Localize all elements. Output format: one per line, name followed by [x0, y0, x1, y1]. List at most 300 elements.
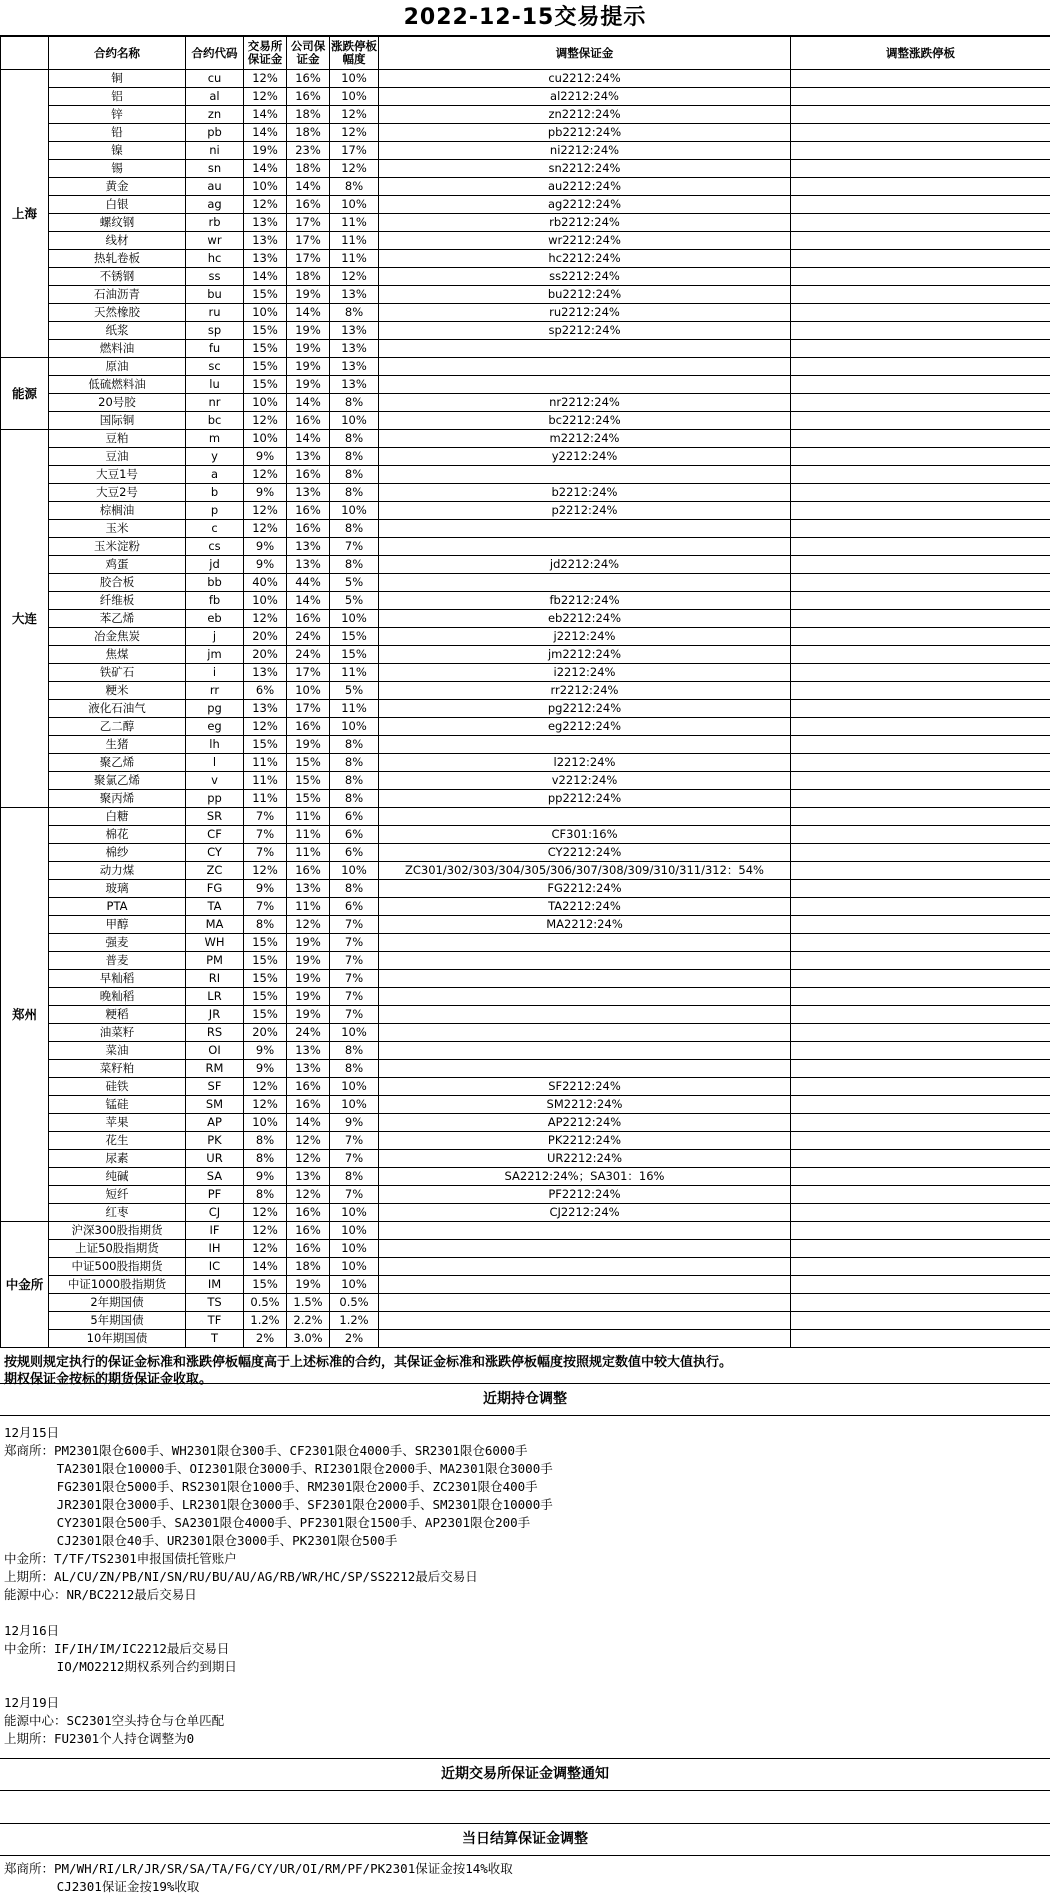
exchange-margin-cell: 1.2%: [244, 1312, 287, 1330]
adjusted-margin-cell: ag2212:24%: [379, 196, 791, 214]
contract-name-cell: 菜籽粕: [49, 1060, 186, 1078]
contract-name-cell: 玉米淀粉: [49, 538, 186, 556]
contract-name-cell: 苯乙烯: [49, 610, 186, 628]
settlement-line: 郑商所：PM/WH/RI/LR/JR/SR/SA/TA/FG/CY/UR/OI/RM/PF/PK2301保证金按14%收取: [4, 1860, 1046, 1878]
contract-name-cell: 大豆2号: [49, 484, 186, 502]
company-margin-cell: 23%: [287, 142, 330, 160]
table-row: [1, 754, 1050, 772]
exchange-margin-cell: 15%: [244, 952, 287, 970]
company-margin-cell: 19%: [287, 322, 330, 340]
adjusted-limit-cell: [791, 718, 1050, 736]
contract-name-cell: 聚丙烯: [49, 790, 186, 808]
adjusted-margin-cell: MA2212:24%: [379, 916, 791, 934]
contract-code-cell: bb: [186, 574, 244, 592]
adjusted-limit-cell: [791, 1006, 1050, 1024]
company-margin-cell: 13%: [287, 448, 330, 466]
exchange-margin-cell: 20%: [244, 628, 287, 646]
contract-code-cell: c: [186, 520, 244, 538]
price-limit-cell: 15%: [330, 646, 379, 664]
price-limit-cell: 11%: [330, 700, 379, 718]
rule-note-line: 按规则规定执行的保证金标准和涨跌停板幅度高于上述标准的合约，其保证金标准和涨跌停板幅度按照规定数值中较大值执行。: [4, 1354, 1046, 1371]
company-margin-cell: 16%: [287, 88, 330, 106]
table-row: [1, 700, 1050, 718]
table-row: [1, 1078, 1050, 1096]
adjusted-limit-cell: [791, 754, 1050, 772]
company-margin-cell: 18%: [287, 124, 330, 142]
table-row: [1, 880, 1050, 898]
exchange-margin-cell: 13%: [244, 250, 287, 268]
company-margin-cell: 19%: [287, 358, 330, 376]
adjusted-limit-cell: [791, 106, 1050, 124]
adjusted-margin-cell: ni2212:24%: [379, 142, 791, 160]
adjusted-limit-cell: [791, 88, 1050, 106]
adjusted-limit-cell: [791, 1276, 1050, 1294]
contract-name-cell: 锡: [49, 160, 186, 178]
position-line: 郑商所：PM2301限仓600手、WH2301限仓300手、CF2301限仓4000手、SR2301限仓6000手: [4, 1442, 1046, 1460]
table-row: [1, 844, 1050, 862]
adjusted-limit-cell: [791, 232, 1050, 250]
exchange-margin-cell: 13%: [244, 214, 287, 232]
exchange-margin-cell: 9%: [244, 448, 287, 466]
price-limit-cell: 10%: [330, 610, 379, 628]
adjusted-margin-cell: sn2212:24%: [379, 160, 791, 178]
adjusted-limit-cell: [791, 1168, 1050, 1186]
exchange-margin-cell: 20%: [244, 1024, 287, 1042]
exchange-margin-cell: 12%: [244, 70, 287, 88]
company-margin-cell: 13%: [287, 1168, 330, 1186]
adjusted-limit-cell: [791, 1132, 1050, 1150]
contract-name-cell: 原油: [49, 358, 186, 376]
contract-code-cell: cu: [186, 70, 244, 88]
price-limit-cell: 8%: [330, 1060, 379, 1078]
price-limit-cell: 12%: [330, 106, 379, 124]
adjusted-margin-cell: pp2212:24%: [379, 790, 791, 808]
adjusted-limit-cell: [791, 952, 1050, 970]
exchange-margin-cell: 10%: [244, 304, 287, 322]
adjusted-margin-cell: [379, 1222, 791, 1240]
contract-code-cell: eg: [186, 718, 244, 736]
position-line: 能源中心：NR/BC2212最后交易日: [4, 1586, 1046, 1604]
adjusted-limit-cell: [791, 664, 1050, 682]
header-adjusted-margin: 调整保证金: [379, 37, 791, 70]
contract-code-cell: v: [186, 772, 244, 790]
adjusted-margin-cell: [379, 1276, 791, 1294]
table-row: [1, 430, 1050, 448]
table-row: [1, 412, 1050, 430]
exchange-margin-cell: 19%: [244, 142, 287, 160]
adjusted-limit-cell: [791, 808, 1050, 826]
header-exchange-margin: 交易所保证金: [244, 37, 287, 70]
position-line: 能源中心：SC2301空头持仓与仓单匹配: [4, 1712, 1046, 1730]
exchange-margin-cell: 14%: [244, 106, 287, 124]
contract-code-cell: FG: [186, 880, 244, 898]
settlement-list: [0, 1856, 1050, 1900]
exchange-margin-cell: 10%: [244, 178, 287, 196]
adjusted-limit-cell: [791, 970, 1050, 988]
adjusted-limit-cell: [791, 880, 1050, 898]
table-row: [1, 466, 1050, 484]
contract-code-cell: m: [186, 430, 244, 448]
exchange-margin-cell: 15%: [244, 934, 287, 952]
adjusted-margin-cell: [379, 988, 791, 1006]
price-limit-cell: 7%: [330, 952, 379, 970]
contract-name-cell: 粳米: [49, 682, 186, 700]
adjusted-margin-cell: [379, 808, 791, 826]
exchange-margin-cell: 12%: [244, 466, 287, 484]
price-limit-cell: 8%: [330, 754, 379, 772]
contract-name-cell: 20号胶: [49, 394, 186, 412]
exchange-margin-cell: 9%: [244, 556, 287, 574]
contract-code-cell: al: [186, 88, 244, 106]
contract-name-cell: 铅: [49, 124, 186, 142]
company-margin-cell: 12%: [287, 916, 330, 934]
exchange-margin-cell: 12%: [244, 520, 287, 538]
price-limit-cell: 5%: [330, 682, 379, 700]
contract-code-cell: pp: [186, 790, 244, 808]
contract-code-cell: TS: [186, 1294, 244, 1312]
table-row: [1, 358, 1050, 376]
exchange-margin-cell: 10%: [244, 394, 287, 412]
exchange-margin-cell: 9%: [244, 484, 287, 502]
price-limit-cell: 11%: [330, 214, 379, 232]
price-limit-cell: 10%: [330, 1204, 379, 1222]
exchange-margin-cell: 9%: [244, 1168, 287, 1186]
position-line: 中金所：IF/IH/IM/IC2212最后交易日: [4, 1640, 1046, 1658]
contract-name-cell: 花生: [49, 1132, 186, 1150]
adjusted-margin-cell: bu2212:24%: [379, 286, 791, 304]
exchange-margin-cell: 40%: [244, 574, 287, 592]
adjusted-margin-cell: [379, 970, 791, 988]
adjusted-limit-cell: [791, 1186, 1050, 1204]
contract-name-cell: 豆粕: [49, 430, 186, 448]
contract-code-cell: WH: [186, 934, 244, 952]
company-margin-cell: 16%: [287, 502, 330, 520]
exchange-margin-cell: 12%: [244, 1078, 287, 1096]
contract-code-cell: bc: [186, 412, 244, 430]
contract-code-cell: au: [186, 178, 244, 196]
company-margin-cell: 11%: [287, 844, 330, 862]
adjusted-limit-cell: [791, 916, 1050, 934]
adjusted-margin-cell: hc2212:24%: [379, 250, 791, 268]
contract-code-cell: zn: [186, 106, 244, 124]
company-margin-cell: 19%: [287, 988, 330, 1006]
table-row: [1, 214, 1050, 232]
adjusted-margin-cell: [379, 1258, 791, 1276]
contract-name-cell: 菜油: [49, 1042, 186, 1060]
price-limit-cell: 11%: [330, 664, 379, 682]
contract-name-cell: 聚乙烯: [49, 754, 186, 772]
contract-name-cell: 国际铜: [49, 412, 186, 430]
adjusted-limit-cell: [791, 1204, 1050, 1222]
adjusted-margin-cell: b2212:24%: [379, 484, 791, 502]
contract-code-cell: PK: [186, 1132, 244, 1150]
table-row: [1, 1186, 1050, 1204]
exchange-margin-cell: 14%: [244, 268, 287, 286]
adjusted-margin-cell: wr2212:24%: [379, 232, 791, 250]
price-limit-cell: 7%: [330, 970, 379, 988]
contract-name-cell: 大豆1号: [49, 466, 186, 484]
contract-name-cell: 10年期国债: [49, 1330, 186, 1348]
price-limit-cell: 1.2%: [330, 1312, 379, 1330]
header-contract-name: 合约名称: [49, 37, 186, 70]
contract-name-cell: 液化石油气: [49, 700, 186, 718]
adjusted-margin-cell: [379, 538, 791, 556]
contract-code-cell: ag: [186, 196, 244, 214]
contract-code-cell: TF: [186, 1312, 244, 1330]
exchange-margin-cell: 7%: [244, 898, 287, 916]
table-row: [1, 682, 1050, 700]
contract-code-cell: IC: [186, 1258, 244, 1276]
company-margin-cell: 16%: [287, 520, 330, 538]
table-row: [1, 268, 1050, 286]
price-limit-cell: 10%: [330, 196, 379, 214]
adjusted-margin-cell: nr2212:24%: [379, 394, 791, 412]
exchange-margin-cell: 0.5%: [244, 1294, 287, 1312]
adjusted-limit-cell: [791, 394, 1050, 412]
contract-code-cell: SR: [186, 808, 244, 826]
exchange-margin-cell: 11%: [244, 754, 287, 772]
price-limit-cell: 8%: [330, 520, 379, 538]
price-limit-cell: 8%: [330, 448, 379, 466]
adjusted-limit-cell: [791, 1222, 1050, 1240]
company-margin-cell: 2.2%: [287, 1312, 330, 1330]
company-margin-cell: 11%: [287, 808, 330, 826]
adjusted-limit-cell: [791, 700, 1050, 718]
price-limit-cell: 0.5%: [330, 1294, 379, 1312]
adjusted-limit-cell: [791, 340, 1050, 358]
company-margin-cell: 13%: [287, 880, 330, 898]
price-limit-cell: 10%: [330, 1096, 379, 1114]
exchange-margin-cell: 12%: [244, 610, 287, 628]
adjusted-margin-cell: al2212:24%: [379, 88, 791, 106]
table-row: [1, 934, 1050, 952]
adjusted-margin-cell: [379, 466, 791, 484]
adjusted-limit-cell: [791, 574, 1050, 592]
company-margin-cell: 17%: [287, 232, 330, 250]
price-limit-cell: 10%: [330, 862, 379, 880]
exchange-margin-cell: 10%: [244, 1114, 287, 1132]
adjusted-limit-cell: [791, 988, 1050, 1006]
contract-code-cell: fu: [186, 340, 244, 358]
margin-table: [0, 36, 1050, 1348]
table-row: [1, 592, 1050, 610]
company-margin-cell: 13%: [287, 538, 330, 556]
company-margin-cell: 16%: [287, 1240, 330, 1258]
table-row: [1, 538, 1050, 556]
position-line: TA2301限仓10000手、OI2301限仓3000手、RI2301限仓2000手、MA2301限仓3000手: [4, 1460, 1046, 1478]
adjusted-margin-cell: [379, 1330, 791, 1348]
price-limit-cell: 10%: [330, 718, 379, 736]
price-limit-cell: 9%: [330, 1114, 379, 1132]
adjusted-limit-cell: [791, 358, 1050, 376]
price-limit-cell: 12%: [330, 124, 379, 142]
exchange-margin-cell: 8%: [244, 1132, 287, 1150]
company-margin-cell: 13%: [287, 484, 330, 502]
company-margin-cell: 14%: [287, 592, 330, 610]
price-limit-cell: 5%: [330, 574, 379, 592]
contract-code-cell: pb: [186, 124, 244, 142]
table-row: [1, 628, 1050, 646]
table-row: [1, 1258, 1050, 1276]
price-limit-cell: 8%: [330, 304, 379, 322]
company-margin-cell: 24%: [287, 646, 330, 664]
price-limit-cell: 5%: [330, 592, 379, 610]
price-limit-cell: 12%: [330, 160, 379, 178]
table-row: [1, 1114, 1050, 1132]
contract-name-cell: 棕榈油: [49, 502, 186, 520]
exchange-margin-cell: 11%: [244, 772, 287, 790]
contract-name-cell: 苹果: [49, 1114, 186, 1132]
price-limit-cell: 8%: [330, 484, 379, 502]
contract-code-cell: CF: [186, 826, 244, 844]
price-limit-cell: 13%: [330, 322, 379, 340]
company-margin-cell: 11%: [287, 898, 330, 916]
adjusted-limit-cell: [791, 1330, 1050, 1348]
exchange-margin-cell: 15%: [244, 970, 287, 988]
contract-code-cell: wr: [186, 232, 244, 250]
adjusted-margin-cell: [379, 340, 791, 358]
table-row: [1, 916, 1050, 934]
price-limit-cell: 17%: [330, 142, 379, 160]
position-line: [4, 1676, 1046, 1694]
contract-name-cell: 2年期国债: [49, 1294, 186, 1312]
table-row: [1, 1132, 1050, 1150]
page-title: 2022-12-15交易提示: [0, 0, 1050, 36]
company-margin-cell: 18%: [287, 160, 330, 178]
contract-name-cell: 玉米: [49, 520, 186, 538]
table-row: [1, 160, 1050, 178]
exchange-margin-cell: 20%: [244, 646, 287, 664]
table-row: [1, 664, 1050, 682]
table-row: [1, 1096, 1050, 1114]
contract-name-cell: 粳稻: [49, 1006, 186, 1024]
adjusted-limit-cell: [791, 124, 1050, 142]
price-limit-cell: 13%: [330, 358, 379, 376]
contract-name-cell: 冶金焦炭: [49, 628, 186, 646]
position-line: [4, 1604, 1046, 1622]
adjusted-limit-cell: [791, 1312, 1050, 1330]
exchange-margin-cell: 15%: [244, 988, 287, 1006]
exchange-margin-cell: 12%: [244, 1240, 287, 1258]
price-limit-cell: 10%: [330, 88, 379, 106]
table-row: [1, 1222, 1050, 1240]
region-cell: 郑州: [1, 808, 49, 1222]
exchange-margin-cell: 7%: [244, 826, 287, 844]
adjusted-margin-cell: bc2212:24%: [379, 412, 791, 430]
table-row: [1, 808, 1050, 826]
contract-code-cell: hc: [186, 250, 244, 268]
position-line: 上期所：AL/CU/ZN/PB/NI/SN/RU/BU/AU/AG/RB/WR/HC/SP/SS2212最后交易日: [4, 1568, 1046, 1586]
contract-name-cell: 纯碱: [49, 1168, 186, 1186]
contract-name-cell: 白糖: [49, 808, 186, 826]
adjusted-margin-cell: p2212:24%: [379, 502, 791, 520]
position-adjust-list: [0, 1416, 1050, 1759]
contract-code-cell: RS: [186, 1024, 244, 1042]
price-limit-cell: 10%: [330, 70, 379, 88]
table-row: [1, 790, 1050, 808]
price-limit-cell: 11%: [330, 250, 379, 268]
price-limit-cell: 13%: [330, 340, 379, 358]
table-header-row: [1, 37, 1050, 70]
adjusted-limit-cell: [791, 286, 1050, 304]
contract-name-cell: 锰硅: [49, 1096, 186, 1114]
contract-name-cell: 螺纹钢: [49, 214, 186, 232]
exchange-margin-cell: 9%: [244, 1060, 287, 1078]
adjusted-limit-cell: [791, 1240, 1050, 1258]
contract-code-cell: JR: [186, 1006, 244, 1024]
company-margin-cell: 19%: [287, 1276, 330, 1294]
table-row: [1, 286, 1050, 304]
table-row: [1, 1204, 1050, 1222]
adjusted-limit-cell: [791, 1150, 1050, 1168]
adjusted-margin-cell: cu2212:24%: [379, 70, 791, 88]
price-limit-cell: 7%: [330, 1132, 379, 1150]
table-row: [1, 1168, 1050, 1186]
exchange-margin-cell: 12%: [244, 412, 287, 430]
contract-name-cell: 白银: [49, 196, 186, 214]
table-row: [1, 322, 1050, 340]
adjusted-limit-cell: [791, 178, 1050, 196]
table-row: [1, 826, 1050, 844]
contract-code-cell: y: [186, 448, 244, 466]
company-margin-cell: 15%: [287, 754, 330, 772]
table-body: [1, 70, 1050, 1348]
adjusted-margin-cell: [379, 1294, 791, 1312]
rule-note-line: 期权保证金按标的期货保证金收取。: [4, 1371, 1046, 1388]
company-margin-cell: 19%: [287, 376, 330, 394]
adjusted-limit-cell: [791, 1294, 1050, 1312]
price-limit-cell: 8%: [330, 556, 379, 574]
table-row: [1, 448, 1050, 466]
position-line: JR2301限仓3000手、LR2301限仓3000手、SF2301限仓2000手、SM2301限仓10000手: [4, 1496, 1046, 1514]
exchange-margin-cell: 13%: [244, 664, 287, 682]
company-margin-cell: 10%: [287, 682, 330, 700]
table-row: [1, 556, 1050, 574]
position-line: IO/MO2212期权系列合约到期日: [4, 1658, 1046, 1676]
contract-name-cell: 沪深300股指期货: [49, 1222, 186, 1240]
contract-name-cell: 纸浆: [49, 322, 186, 340]
price-limit-cell: 8%: [330, 880, 379, 898]
contract-code-cell: AP: [186, 1114, 244, 1132]
position-line: 12月19日: [4, 1694, 1046, 1712]
exchange-margin-cell: 10%: [244, 430, 287, 448]
contract-code-cell: lh: [186, 736, 244, 754]
exchange-margin-cell: 10%: [244, 592, 287, 610]
contract-code-cell: SA: [186, 1168, 244, 1186]
exchange-margin-cell: 13%: [244, 700, 287, 718]
exchange-margin-cell: 12%: [244, 196, 287, 214]
adjusted-limit-cell: [791, 610, 1050, 628]
adjusted-limit-cell: [791, 538, 1050, 556]
company-margin-cell: 19%: [287, 340, 330, 358]
contract-name-cell: 尿素: [49, 1150, 186, 1168]
company-margin-cell: 16%: [287, 196, 330, 214]
contract-name-cell: 动力煤: [49, 862, 186, 880]
price-limit-cell: 10%: [330, 1222, 379, 1240]
adjusted-margin-cell: jm2212:24%: [379, 646, 791, 664]
contract-name-cell: 胶合板: [49, 574, 186, 592]
exchange-margin-cell: 2%: [244, 1330, 287, 1348]
rule-note: [0, 1348, 1050, 1384]
adjusted-margin-cell: [379, 1024, 791, 1042]
table-row: [1, 1060, 1050, 1078]
adjusted-margin-cell: y2212:24%: [379, 448, 791, 466]
contract-name-cell: 铜: [49, 70, 186, 88]
contract-name-cell: 普麦: [49, 952, 186, 970]
exchange-margin-cell: 12%: [244, 1222, 287, 1240]
company-margin-cell: 13%: [287, 1060, 330, 1078]
contract-code-cell: sn: [186, 160, 244, 178]
